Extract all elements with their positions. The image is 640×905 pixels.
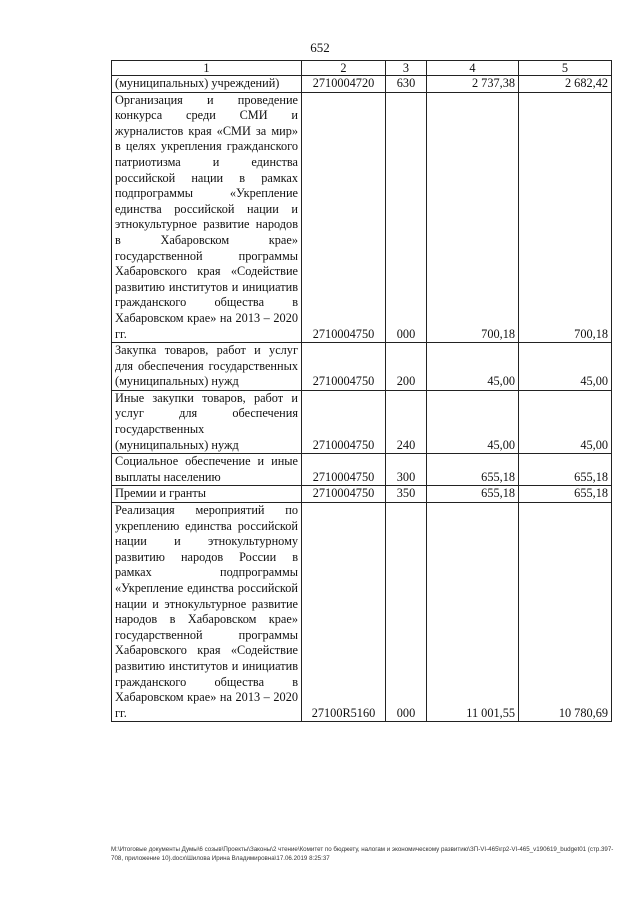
row-name: (муниципальных) учреждений): [112, 76, 302, 93]
target-article-code: 2710004750: [302, 92, 386, 343]
target-article-code: 2710004750: [302, 390, 386, 453]
expense-type-code: 300: [386, 454, 427, 486]
target-article-code: 27100R5160: [302, 503, 386, 722]
amount-col4: 700,18: [427, 92, 519, 343]
table-row: [112, 390, 612, 453]
amount-col5: 655,18: [519, 454, 612, 486]
expense-type-code: 350: [386, 486, 427, 503]
table-row: [112, 343, 612, 391]
table-row: [112, 76, 612, 93]
column-header-5: 5: [519, 61, 612, 76]
expense-type-code: 240: [386, 390, 427, 453]
target-article-code: 2710004750: [302, 454, 386, 486]
row-name: Закупка товаров, работ и услуг для обеспечения государственных (муниципальных) нужд: [112, 343, 302, 391]
amount-col4: 45,00: [427, 343, 519, 391]
column-header-1: 1: [112, 61, 302, 76]
amount-col5: 10 780,69: [519, 503, 612, 722]
column-header-4: 4: [427, 61, 519, 76]
amount-col5: 45,00: [519, 390, 612, 453]
row-name: Реализация мероприятий по укреплению единства российской нации и этнокультурному развитию народов России в рамках подпрограммы «Укрепление единства российской нации и этнокультурное развитие народов в Хабаровском крае» государственной программы Хабаровского края «Содействие развитию институтов и инициатив гражданского общества в Хабаровском крае» на 2013 – 2020 гг.: [112, 503, 302, 722]
column-number-row: [112, 61, 612, 76]
document-path-footer: М:\Итоговые документы Думы\6 созыв\Проекты\Законы\2 чтение\Комитет по бюджету, налогам и экономическому развитию\ЗП-VI-465\гр2-VI-465_v190619_budget01 (стр.397-708, приложение 10).docx\Шилова Ирина Владимировна\17.06.2019 8:25:37: [111, 846, 614, 862]
table-row: [112, 92, 612, 343]
row-name: Организация и проведение конкурса среди СМИ и журналистов края «СМИ за мир» в целях укрепления гражданского патриотизма и единства российской нации в рамках подпрограммы «Укрепление единства российской нации и этнокультурное развитие народов в Хабаровском крае» государственной программы Хабаровского края «Содействие развитию институтов и инициатив гражданского общества в Хабаровском крае» на 2013 – 2020 гг.: [112, 92, 302, 343]
amount-col4: 45,00: [427, 390, 519, 453]
target-article-code: 2710004720: [302, 76, 386, 93]
column-header-2: 2: [302, 61, 386, 76]
page-number: 652: [310, 40, 330, 55]
table-row: [112, 454, 612, 486]
target-article-code: 2710004750: [302, 343, 386, 391]
expense-type-code: 000: [386, 92, 427, 343]
amount-col5: 2 682,42: [519, 76, 612, 93]
target-article-code: 2710004750: [302, 486, 386, 503]
amount-col4: 655,18: [427, 454, 519, 486]
amount-col5: 700,18: [519, 92, 612, 343]
expense-type-code: 000: [386, 503, 427, 722]
amount-col4: 2 737,38: [427, 76, 519, 93]
expense-type-code: 630: [386, 76, 427, 93]
amount-col5: 45,00: [519, 343, 612, 391]
expense-type-code: 200: [386, 343, 427, 391]
row-name: Социальное обеспечение и иные выплаты населению: [112, 454, 302, 486]
amount-col5: 655,18: [519, 486, 612, 503]
amount-col4: 11 001,55: [427, 503, 519, 722]
table-row: [112, 486, 612, 503]
row-name: Иные закупки товаров, работ и услуг для обеспечения государственных (муниципальных) нужд: [112, 390, 302, 453]
amount-col4: 655,18: [427, 486, 519, 503]
row-name: Премии и гранты: [112, 486, 302, 503]
table-row: [112, 503, 612, 722]
column-header-3: 3: [386, 61, 427, 76]
budget-table: [111, 60, 612, 722]
